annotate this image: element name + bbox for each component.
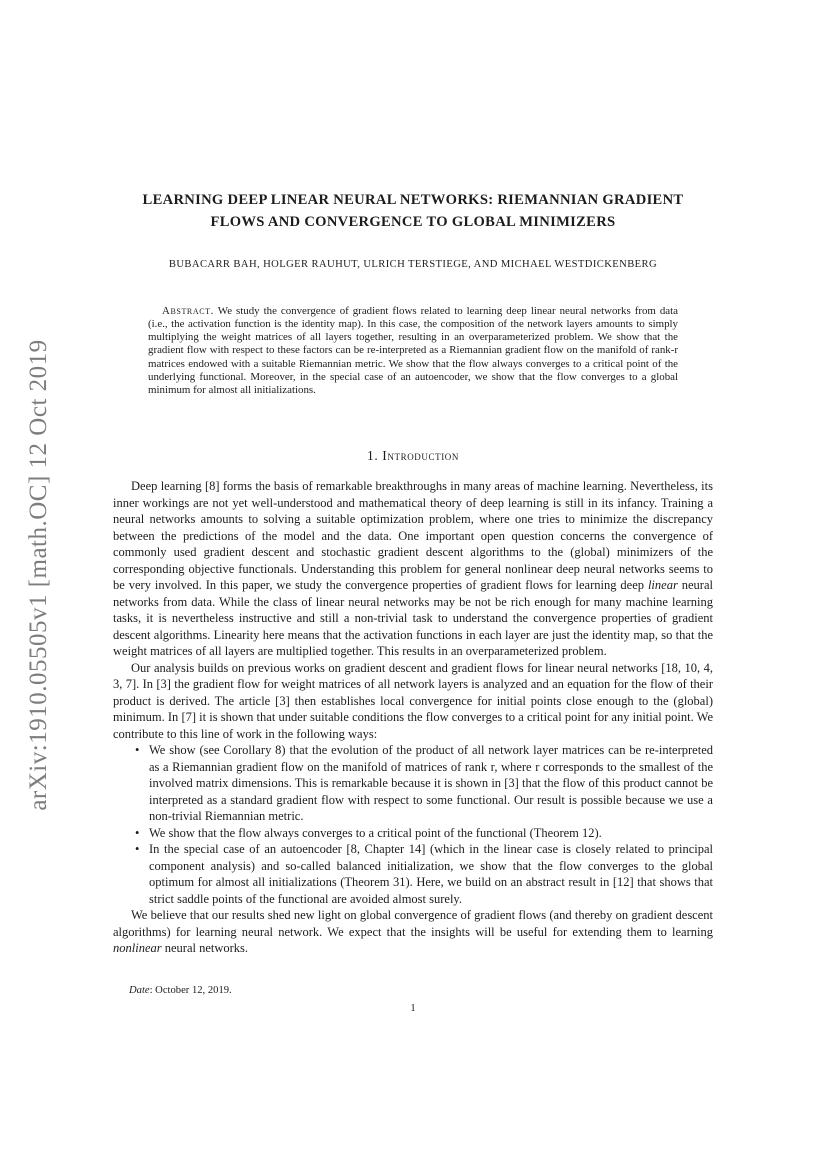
section-heading-introduction: 1. Introduction [367,447,459,463]
paragraph-1-text-post: neural networks from data. While the class of linear neural networks may be not be rich enough for many machine learning tasks, it is nevertheless instructive and still a non-trivial task to understand the convergence properties of gradient descent algorithms. Linearity here means that the activation functions in each layer are just the identity map, so that the weight matrices of all layers are multiplied together. This results in an overparameterized problem. [113,578,713,659]
abstract-text: We study the convergence of gradient flows related to learning deep linear neural networks from data (i.e., the activation function is the identity map). In this case, the composition of the network layers amounts to simply multiplying the weight matrices of all layers together, resulting in an overparameterized problem. We show that the gradient flow with respect to these factors can be re-interpreted as a Riemannian gradient flow on the manifold of rank-r matrices endowed with a suitable Riemannian metric. We show that the flow always converges to a critical point of the underlying functional. Moreover, in the special case of an autoencoder, we show that the flow converges to a global minimum for almost all initializations. [148,304,678,397]
bullet-icon: • [135,743,140,758]
date-label: Date [129,984,150,996]
contribution-list [113,742,713,907]
contribution-item-3-text: In the special case of an autoencoder [8, Chapter 14] (which in the linear case is closely related to principal component analysis) and so-called balanced initialization, we show that the flow converges to the global optimum for almost all initializations (Theorem 31). Here, we build on an abstract result in [12] that shows that strict saddle points of the functional are avoided almost surely. [149,842,713,906]
paragraph-3-text-pre: We believe that our results shed new light on global convergence of gradient flows (and thereby on gradient descent algorithms) for learning neural network. We expect that the insights will be useful for extending them to learning [113,908,713,939]
intro-paragraph-1 [113,478,713,660]
paragraph-1-emphasis: linear [647,578,678,593]
title-line-2: FLOWS AND CONVERGENCE TO GLOBAL MINIMIZERS [210,214,616,230]
contribution-item-2-text: We show that the flow always converges to a critical point of the functional (Theorem 12). [149,825,602,840]
title-line-1: LEARNING DEEP LINEAR NEURAL NETWORKS: RIEMANNIAN GRADIENT [142,192,684,208]
paragraph-3-emphasis: nonlinear [113,941,162,956]
intro-paragraph-3 [113,907,713,957]
paragraph-3-text-post: neural networks. [161,941,249,956]
date-line [113,983,713,1000]
contribution-item-2 [135,825,713,842]
arxiv-watermark: arXiv:1910.05505v1 [math.OC] 12 Oct 2019 [25,339,52,811]
paragraph-1-text-pre: Deep learning [8] forms the basis of remarkable breakthroughs in many areas of machine learning. Nevertheless, its inner workings are not yet well-understood and mathematical theory of deep learning is still in its infancy. Training a neural networks amounts to solving a suitable optimization problem, where one tries to minimize the discrepancy between the predictions of the model and the data. One important open question concerns the convergence of commonly used gradient descent and stochastic gradient descent algorithms to the (global) minimizers of the corresponding objective functionals. Understanding this problem for general nonlinear deep neural networks seems to be very involved. In this paper, we study the convergence properties of gradient flows for learning deep [113,479,713,593]
paper-title [113,189,713,233]
paper-content [113,0,713,1018]
abstract-label: Abstract. [162,304,214,317]
contribution-item-3 [135,841,713,907]
page-number: 1 [410,1003,416,1015]
bullet-icon: • [135,825,140,840]
contribution-item-1-text: We show (see Corollary 8) that the evolution of the product of all network layer matrices can be re-interpreted as a Riemannian gradient flow on the manifold of matrices of rank r, where r corresponds to the smallest of the involved matrix dimensions. This is remarkable because it is shown in [3] that the flow of this product cannot be interpreted as a standard gradient flow with respect to some functional. Our result is possible because we use a non-trivial Riemannian metric. [149,743,713,824]
date-value: : October 12, 2019. [149,984,232,996]
contribution-item-1 [135,742,713,825]
authors-line: BUBACARR BAH, HOLGER RAUHUT, ULRICH TERSTIEGE, AND MICHAEL WESTDICKENBERG [168,259,658,270]
bullet-icon: • [135,842,140,857]
intro-paragraph-2: Our analysis builds on previous works on gradient descent and gradient flows for linear neural networks [18, 10, 4, 3, 7]. In [3] the gradient flow for weight matrices of all network layers is analyzed and an equation for the flow of their product is derived. The article [3] then establishes local convergence for initial points close enough to the (global) minimum. In [7] it is shown that under suitable conditions the flow converges to a critical point for any initial point. We contribute to this line of work in the following ways: [113,660,713,741]
abstract [148,305,678,398]
